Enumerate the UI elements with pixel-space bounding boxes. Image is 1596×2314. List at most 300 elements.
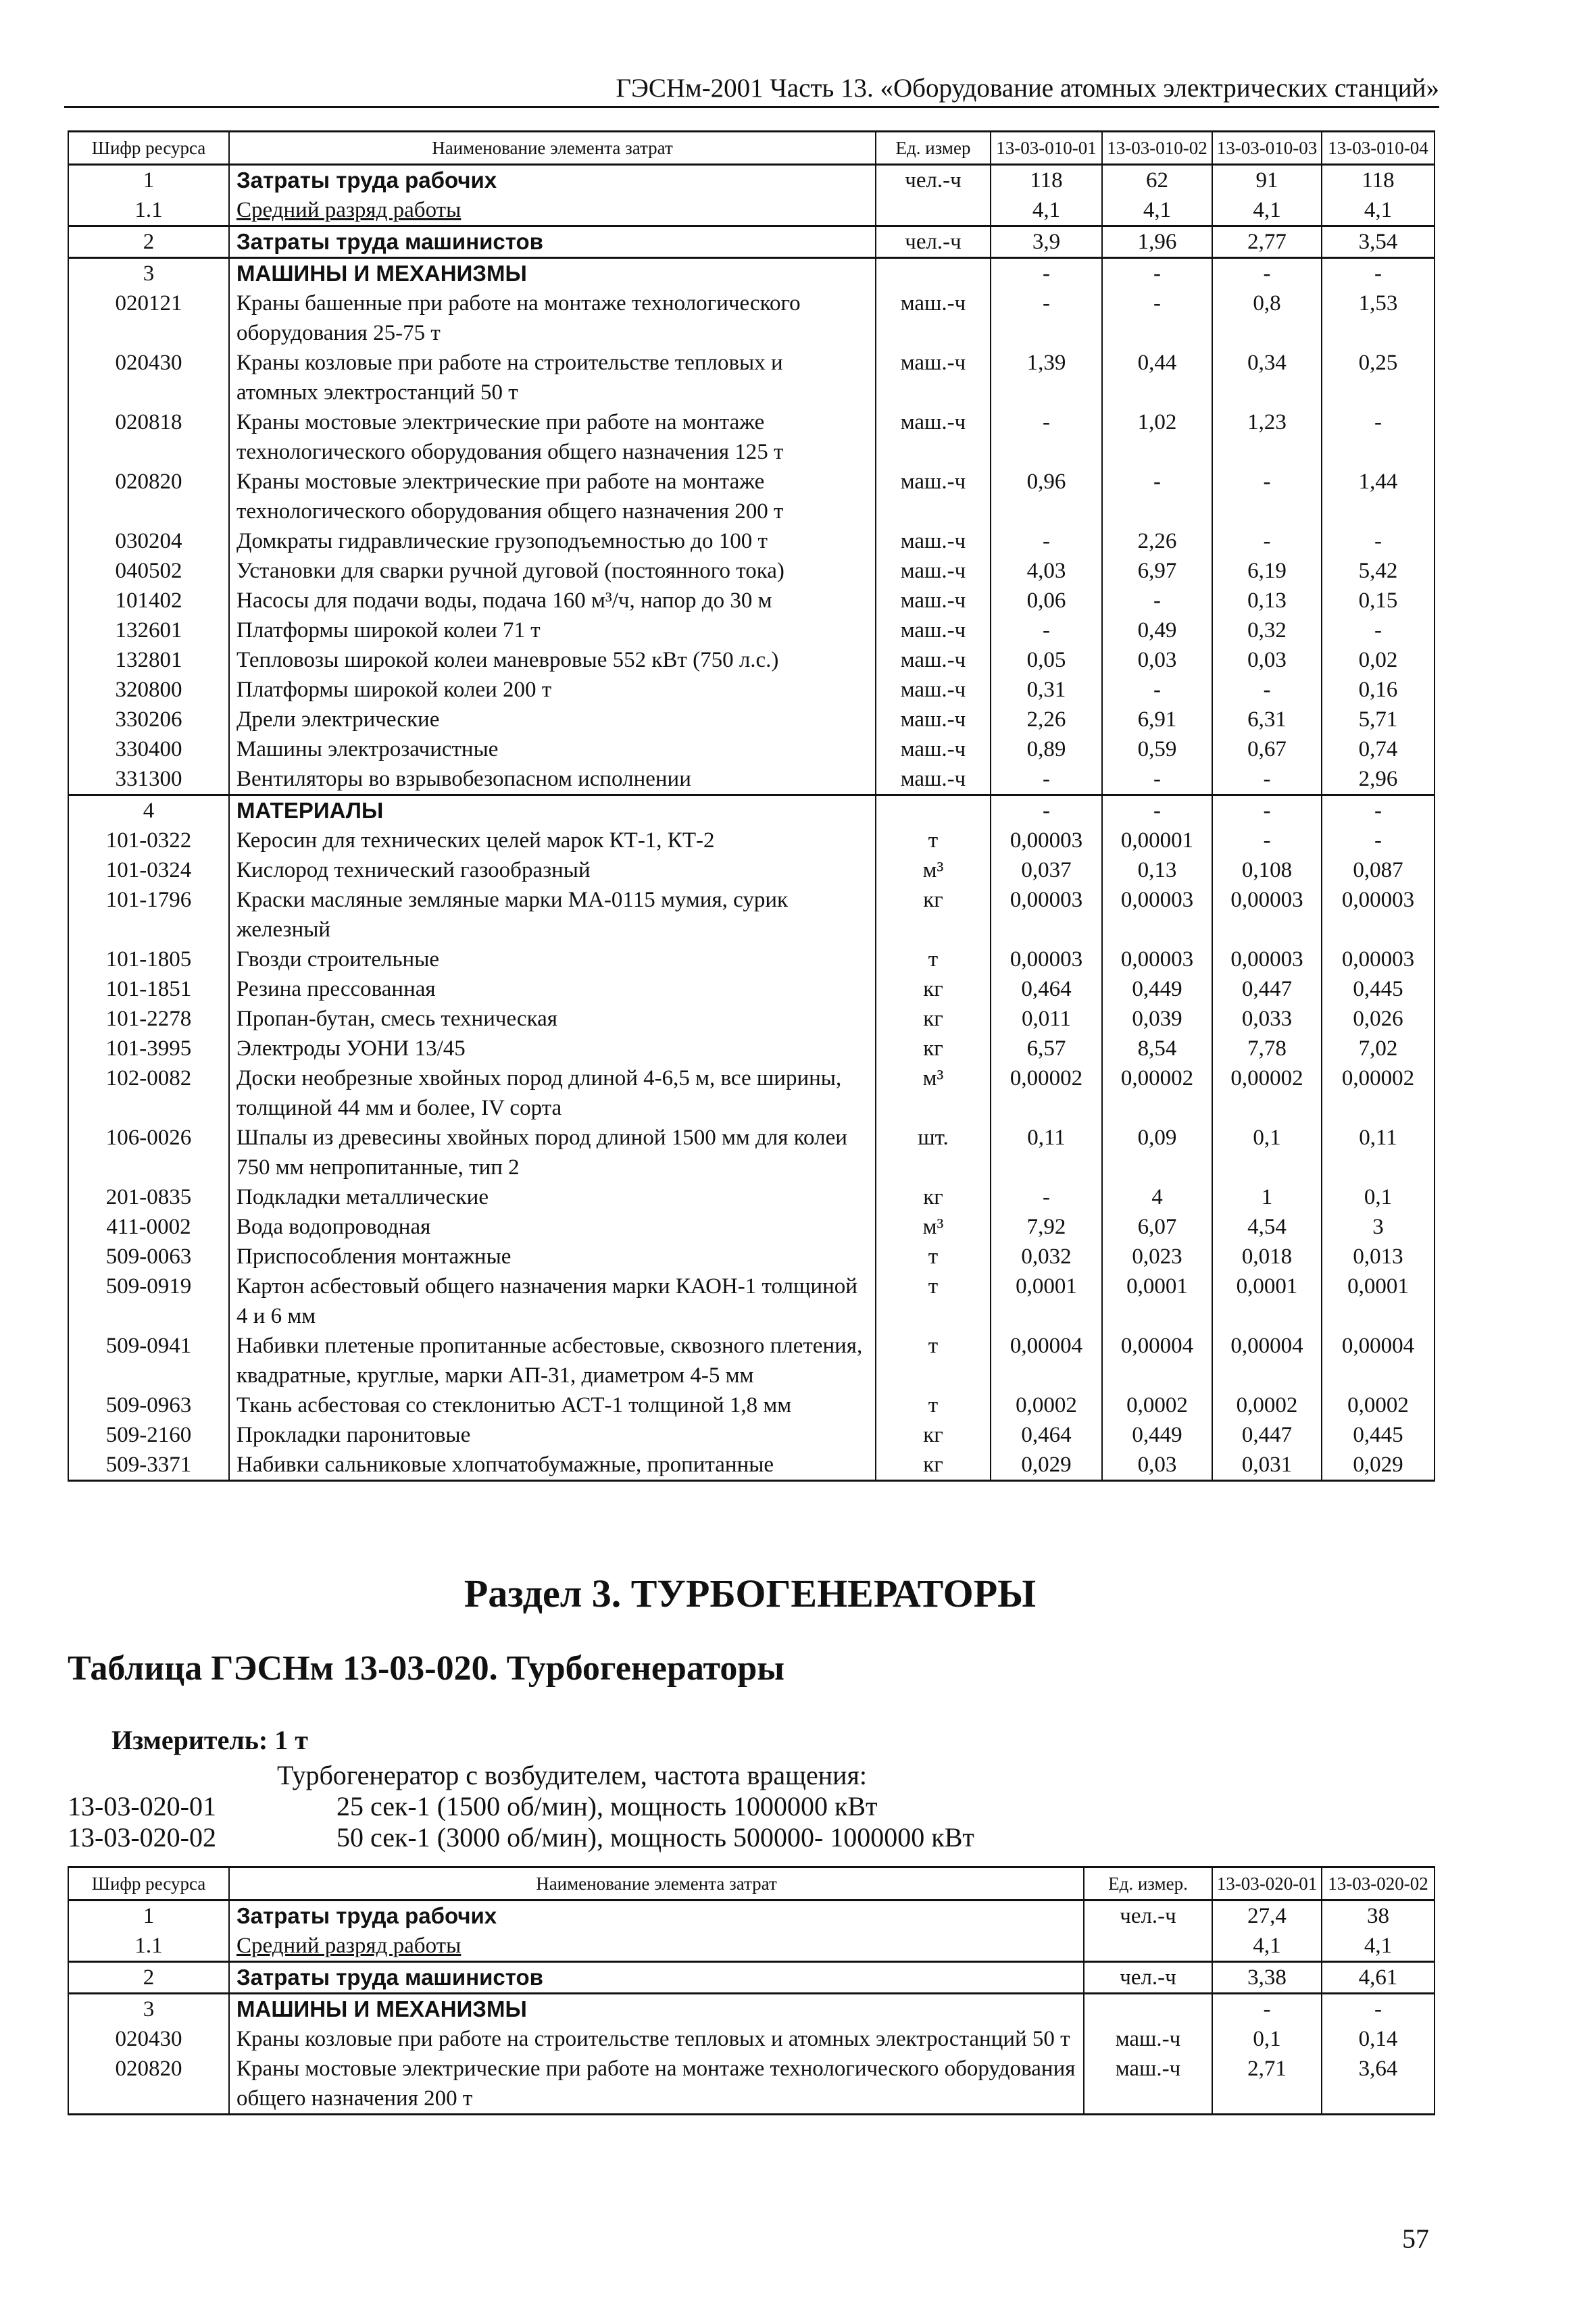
norm-value: -: [991, 764, 1102, 795]
table-row: [68, 1450, 1435, 1481]
unit: [876, 258, 991, 289]
unit: маш.-ч: [876, 288, 991, 348]
cost-item-name: Подкладки металлические: [229, 1182, 876, 1212]
norm-value: 0,49: [1102, 615, 1212, 645]
table-title: Таблица ГЭСНм 13-03-020. Турбогенераторы: [68, 1649, 784, 1688]
norm-value: -: [991, 258, 1102, 289]
norm-value: 0,1: [1322, 1182, 1435, 1212]
cost-item-name: Краны козловые при работе на строительстве тепловых и атомных электростанций 50 т: [229, 348, 876, 407]
norm-value: 0,00004: [1102, 1331, 1212, 1390]
norm-value: 1,53: [1322, 288, 1435, 348]
unit: маш.-ч: [1084, 2024, 1212, 2054]
norm-value: 0,34: [1212, 348, 1322, 407]
norm-value: 0,0002: [1322, 1390, 1435, 1420]
norm-value: 5,71: [1322, 705, 1435, 734]
norm-value: 4,03: [991, 556, 1102, 586]
norm-value: 38: [1322, 1901, 1435, 1932]
norm-value: 118: [1322, 165, 1435, 196]
table-row: [68, 615, 1435, 645]
unit: м³: [876, 855, 991, 885]
resource-code: 020820: [68, 467, 229, 526]
unit: кг: [876, 1450, 991, 1481]
table-row: [68, 795, 1435, 826]
norm-value: -: [1102, 467, 1212, 526]
norm-value: 1,23: [1212, 407, 1322, 467]
cost-item-name: МАШИНЫ И МЕХАНИЗМЫ: [229, 258, 876, 289]
unit: маш.-ч: [876, 467, 991, 526]
resource-code: 509-0941: [68, 1331, 229, 1390]
table-row: [68, 1901, 1435, 1932]
norm-value: -: [1212, 526, 1322, 556]
table-row: [68, 645, 1435, 675]
norm-value: 1,44: [1322, 467, 1435, 526]
meter-label: Измеритель: 1 т: [111, 1725, 308, 1755]
resource-code: 3: [68, 1994, 229, 2025]
unit: кг: [876, 974, 991, 1004]
table-row: [68, 1272, 1435, 1331]
norm-value: 0,16: [1322, 675, 1435, 705]
cost-item-name: Гвозди строительные: [229, 945, 876, 974]
cost-item-name: Приспособления монтажные: [229, 1242, 876, 1272]
table-row: [68, 826, 1435, 855]
column-header: Шифр ресурса: [68, 132, 229, 165]
cost-item-name: Машины электрозачистные: [229, 734, 876, 764]
table-row: [68, 1420, 1435, 1450]
norm-value: 0,06: [991, 586, 1102, 615]
cost-item-name: Домкраты гидравлические грузоподъемностью до 100 т: [229, 526, 876, 556]
norm-value: -: [991, 615, 1102, 645]
norm-value: 0,087: [1322, 855, 1435, 885]
norm-value: -: [1322, 615, 1435, 645]
unit: т: [876, 1331, 991, 1390]
norm-value: 27,4: [1212, 1901, 1322, 1932]
norm-value: 0,00003: [991, 826, 1102, 855]
table-row: [68, 586, 1435, 615]
cost-item-name: Прокладки паронитовые: [229, 1420, 876, 1450]
resource-code: 132601: [68, 615, 229, 645]
unit: кг: [876, 1182, 991, 1212]
norm-value: 4,1: [1212, 1931, 1322, 1962]
unit: т: [876, 1272, 991, 1331]
table-header-row: [68, 1867, 1435, 1901]
column-header: 13-03-010-03: [1212, 132, 1322, 165]
unit: маш.-ч: [876, 556, 991, 586]
norm-value: 3,64: [1322, 2054, 1435, 2115]
resource-code: 330206: [68, 705, 229, 734]
table-row: [68, 467, 1435, 526]
norm-value: 4,1: [1322, 195, 1435, 226]
norm-value: 4,61: [1322, 1962, 1435, 1994]
page-number: 57: [1402, 2223, 1429, 2254]
description-item: [68, 1791, 974, 1822]
norm-value: 3: [1322, 1212, 1435, 1242]
norm-value: 0,00002: [991, 1063, 1102, 1123]
cost-item-name: Шпалы из древесины хвойных пород длиной 1500 мм для колеи 750 мм непропитанные, тип 2: [229, 1123, 876, 1182]
resource-code: 132801: [68, 645, 229, 675]
norm-value: 0,013: [1322, 1242, 1435, 1272]
resource-code: 1.1: [68, 1931, 229, 1962]
cost-item-name: Затраты труда рабочих: [229, 165, 876, 196]
table-row: [68, 1242, 1435, 1272]
norm-value: 0,8: [1212, 288, 1322, 348]
norm-value: 0,108: [1212, 855, 1322, 885]
norm-value: 0,15: [1322, 586, 1435, 615]
cost-item-name: Краны мостовые электрические при работе на монтаже технологического оборудования общего назначения 200 т: [229, 2054, 1084, 2115]
norm-value: 0,029: [991, 1450, 1102, 1481]
norm-value: -: [991, 1182, 1102, 1212]
norm-value: 0,449: [1102, 1420, 1212, 1450]
description-text: 50 сек-1 (3000 об/мин), мощность 500000- 1000000 кВт: [336, 1822, 974, 1853]
resource-code: 020430: [68, 2024, 229, 2054]
norm-value: 0,09: [1102, 1123, 1212, 1182]
norm-value: -: [1102, 795, 1212, 826]
norm-value: 0,0002: [1212, 1390, 1322, 1420]
unit: маш.-ч: [876, 348, 991, 407]
norm-value: -: [1212, 826, 1322, 855]
unit: чел.-ч: [876, 165, 991, 196]
cost-item-name: Затраты труда машинистов: [229, 226, 876, 258]
cost-item-name: Керосин для технических целей марок КТ-1, КТ-2: [229, 826, 876, 855]
norm-value: 0,05: [991, 645, 1102, 675]
resource-table-2: [68, 1866, 1435, 2115]
table-description: [68, 1760, 974, 1853]
unit: маш.-ч: [876, 586, 991, 615]
resource-code: 509-0919: [68, 1272, 229, 1331]
table-row: [68, 885, 1435, 945]
description-code: 13-03-020-01: [68, 1791, 216, 1821]
unit: чел.-ч: [876, 226, 991, 258]
norm-value: 7,78: [1212, 1034, 1322, 1063]
resource-code: 101-2278: [68, 1004, 229, 1034]
norm-value: 4,1: [1322, 1931, 1435, 1962]
norm-value: -: [1322, 1994, 1435, 2025]
unit: маш.-ч: [1084, 2054, 1212, 2115]
norm-value: 2,71: [1212, 2054, 1322, 2115]
unit: т: [876, 1390, 991, 1420]
table-row: [68, 1994, 1435, 2025]
norm-value: 0,00002: [1322, 1063, 1435, 1123]
norm-value: 8,54: [1102, 1034, 1212, 1063]
norm-value: 1,96: [1102, 226, 1212, 258]
resource-code: 2: [68, 226, 229, 258]
norm-value: 0,31: [991, 675, 1102, 705]
unit: маш.-ч: [876, 645, 991, 675]
norm-value: 0,026: [1322, 1004, 1435, 1034]
cost-item-name: Доски необрезные хвойных пород длиной 4-6,5 м, все ширины, толщиной 44 мм и более, IV сорта: [229, 1063, 876, 1123]
cost-item-name: Электроды УОНИ 13/45: [229, 1034, 876, 1063]
norm-value: 6,31: [1212, 705, 1322, 734]
norm-value: 0,00003: [1322, 885, 1435, 945]
norm-value: 0,00001: [1102, 826, 1212, 855]
resource-code: 101-1796: [68, 885, 229, 945]
norm-value: 2,77: [1212, 226, 1322, 258]
unit: маш.-ч: [876, 675, 991, 705]
norm-value: 0,464: [991, 974, 1102, 1004]
resource-code: 3: [68, 258, 229, 289]
resource-code: 509-0063: [68, 1242, 229, 1272]
norm-value: 0,031: [1212, 1450, 1322, 1481]
norm-value: 6,57: [991, 1034, 1102, 1063]
norm-value: 0,464: [991, 1420, 1102, 1450]
cost-item-name: Тепловозы широкой колеи маневровые 552 кВт (750 л.с.): [229, 645, 876, 675]
cost-item-name: Затраты труда рабочих: [229, 1901, 1084, 1932]
resource-code: 020818: [68, 407, 229, 467]
unit: маш.-ч: [876, 407, 991, 467]
norm-value: 0,018: [1212, 1242, 1322, 1272]
norm-value: 0,74: [1322, 734, 1435, 764]
column-header: 13-03-020-02: [1322, 1867, 1435, 1901]
norm-value: 0,037: [991, 855, 1102, 885]
unit: кг: [876, 1004, 991, 1034]
norm-value: 2,26: [1102, 526, 1212, 556]
norm-value: 0,00003: [1212, 945, 1322, 974]
column-header: Наименование элемента затрат: [229, 132, 876, 165]
norm-value: 0,1: [1212, 1123, 1322, 1182]
norm-value: 0,449: [1102, 974, 1212, 1004]
column-header: 13-03-020-01: [1212, 1867, 1322, 1901]
table-row: [68, 195, 1435, 226]
table-row: [68, 348, 1435, 407]
cost-item-name: Резина прессованная: [229, 974, 876, 1004]
table-row: [68, 734, 1435, 764]
unit: [876, 795, 991, 826]
unit: [876, 195, 991, 226]
table-row: [68, 945, 1435, 974]
unit: т: [876, 826, 991, 855]
table-row: [68, 675, 1435, 705]
cost-item-name: Платформы широкой колеи 200 т: [229, 675, 876, 705]
cost-item-name: Краны мостовые электрические при работе на монтаже технологического оборудования общего назначения 200 т: [229, 467, 876, 526]
unit: маш.-ч: [876, 526, 991, 556]
unit: кг: [876, 1420, 991, 1450]
norm-value: -: [1102, 288, 1212, 348]
unit: [1084, 1931, 1212, 1962]
norm-value: -: [1212, 795, 1322, 826]
norm-value: -: [1322, 795, 1435, 826]
resource-code: 020121: [68, 288, 229, 348]
cost-item-name: Краски масляные земляные марки МА-0115 мумия, сурик железный: [229, 885, 876, 945]
norm-value: 0,0001: [1212, 1272, 1322, 1331]
norm-value: 0,59: [1102, 734, 1212, 764]
norm-value: 0,13: [1212, 586, 1322, 615]
resource-code: 030204: [68, 526, 229, 556]
table-row: [68, 1034, 1435, 1063]
norm-value: 7,02: [1322, 1034, 1435, 1063]
section-title: Раздел 3. ТУРБОГЕНЕРАТОРЫ: [464, 1571, 1037, 1615]
norm-value: -: [991, 526, 1102, 556]
table-row: [68, 1962, 1435, 1994]
cost-item-name: Средний разряд работы: [229, 1931, 1084, 1962]
norm-value: 3,9: [991, 226, 1102, 258]
norm-value: 0,039: [1102, 1004, 1212, 1034]
norm-value: 0,25: [1322, 348, 1435, 407]
cost-item-name: Набивки сальниковые хлопчатобумажные, пропитанные: [229, 1450, 876, 1481]
norm-value: -: [1322, 258, 1435, 289]
resource-code: 509-3371: [68, 1450, 229, 1481]
resource-code: 101-0322: [68, 826, 229, 855]
norm-value: 3,54: [1322, 226, 1435, 258]
table-row: [68, 764, 1435, 795]
resource-code: 509-0963: [68, 1390, 229, 1420]
column-header: Ед. измер: [876, 132, 991, 165]
unit: чел.-ч: [1084, 1901, 1212, 1932]
norm-value: 6,97: [1102, 556, 1212, 586]
norm-value: 0,44: [1102, 348, 1212, 407]
resource-code: 2: [68, 1962, 229, 1994]
norm-value: -: [991, 407, 1102, 467]
norm-value: 0,00003: [1322, 945, 1435, 974]
resource-code: 1.1: [68, 195, 229, 226]
norm-value: 3,38: [1212, 1962, 1322, 1994]
norm-value: -: [1212, 467, 1322, 526]
cost-item-name: Установки для сварки ручной дуговой (постоянного тока): [229, 556, 876, 586]
column-header: 13-03-010-02: [1102, 132, 1212, 165]
header-rule: [64, 106, 1439, 108]
unit: кг: [876, 1034, 991, 1063]
norm-value: 0,029: [1322, 1450, 1435, 1481]
norm-value: -: [1212, 675, 1322, 705]
norm-value: 0,011: [991, 1004, 1102, 1034]
norm-value: 1,39: [991, 348, 1102, 407]
table-row: [68, 1182, 1435, 1212]
norm-value: 0,00003: [991, 885, 1102, 945]
unit: шт.: [876, 1123, 991, 1182]
running-header: ГЭСНм-2001 Часть 13. «Оборудование атомных электрических станций»: [616, 74, 1439, 103]
resource-code: 020430: [68, 348, 229, 407]
resource-code: 101-1805: [68, 945, 229, 974]
norm-value: 4,1: [991, 195, 1102, 226]
norm-value: 6,19: [1212, 556, 1322, 586]
unit: маш.-ч: [876, 734, 991, 764]
unit: кг: [876, 885, 991, 945]
norm-value: 4,1: [1212, 195, 1322, 226]
cost-item-name: Вода водопроводная: [229, 1212, 876, 1242]
norm-value: 0,32: [1212, 615, 1322, 645]
norm-value: 0,00004: [1322, 1331, 1435, 1390]
norm-value: 7,92: [991, 1212, 1102, 1242]
norm-value: 62: [1102, 165, 1212, 196]
table-row: [68, 258, 1435, 289]
norm-value: 5,42: [1322, 556, 1435, 586]
table-row: [68, 705, 1435, 734]
norm-value: 0,89: [991, 734, 1102, 764]
resource-code: 320800: [68, 675, 229, 705]
table-row: [68, 1063, 1435, 1123]
table-row: [68, 1212, 1435, 1242]
norm-value: -: [1212, 764, 1322, 795]
norm-value: 0,00003: [1102, 945, 1212, 974]
norm-value: 0,03: [1212, 645, 1322, 675]
cost-item-name: Ткань асбестовая со стеклонитью АСТ-1 толщиной 1,8 мм: [229, 1390, 876, 1420]
norm-value: -: [1102, 675, 1212, 705]
column-header: 13-03-010-04: [1322, 132, 1435, 165]
norm-value: 1: [1212, 1182, 1322, 1212]
norm-value: 4,1: [1102, 195, 1212, 226]
norm-value: 0,96: [991, 467, 1102, 526]
norm-value: -: [1322, 407, 1435, 467]
column-header: Наименование элемента затрат: [229, 1867, 1084, 1901]
norm-value: -: [1322, 526, 1435, 556]
table-row: [68, 288, 1435, 348]
norm-value: 0,11: [1322, 1123, 1435, 1182]
resource-table-1: [68, 130, 1435, 1482]
unit: м³: [876, 1212, 991, 1242]
description-item: [68, 1822, 974, 1853]
description-text: 25 сек-1 (1500 об/мин), мощность 1000000 кВт: [336, 1791, 878, 1821]
cost-item-name: Краны мостовые электрические при работе на монтаже технологического оборудования общего назначения 125 т: [229, 407, 876, 467]
norm-value: 0,02: [1322, 645, 1435, 675]
norm-value: -: [1212, 1994, 1322, 2025]
resource-code: 1: [68, 1901, 229, 1932]
column-header: 13-03-010-01: [991, 132, 1102, 165]
norm-value: 0,1: [1212, 2024, 1322, 2054]
norm-value: 0,00002: [1212, 1063, 1322, 1123]
norm-value: 118: [991, 165, 1102, 196]
norm-value: 0,445: [1322, 974, 1435, 1004]
unit: [1084, 1994, 1212, 2025]
unit: маш.-ч: [876, 764, 991, 795]
norm-value: -: [991, 288, 1102, 348]
table-row: [68, 974, 1435, 1004]
resource-code: 020820: [68, 2054, 229, 2115]
unit: т: [876, 1242, 991, 1272]
norm-value: 0,03: [1102, 645, 1212, 675]
table-row: [68, 165, 1435, 196]
cost-item-name: Вентиляторы во взрывобезопасном исполнении: [229, 764, 876, 795]
column-header: Ед. измер.: [1084, 1867, 1212, 1901]
table-row: [68, 855, 1435, 885]
description-intro: Турбогенератор с возбудителем, частота вращения:: [277, 1760, 868, 1790]
norm-value: 6,91: [1102, 705, 1212, 734]
table-row: [68, 2024, 1435, 2054]
table-row: [68, 1331, 1435, 1390]
cost-item-name: Дрели электрические: [229, 705, 876, 734]
cost-item-name: Средний разряд работы: [229, 195, 876, 226]
unit: т: [876, 945, 991, 974]
cost-item-name: Набивки плетеные пропитанные асбестовые, сквозного плетения, квадратные, круглые, марки АП-31, диаметром 4-5 мм: [229, 1331, 876, 1390]
norm-value: -: [991, 795, 1102, 826]
norm-value: 0,032: [991, 1242, 1102, 1272]
norm-value: 4: [1102, 1182, 1212, 1212]
cost-item-name: Картон асбестовый общего назначения марки КАОН-1 толщиной 4 и 6 мм: [229, 1272, 876, 1331]
norm-value: 0,0002: [991, 1390, 1102, 1420]
norm-value: 91: [1212, 165, 1322, 196]
norm-value: -: [1102, 764, 1212, 795]
resource-code: 040502: [68, 556, 229, 586]
resource-code: 4: [68, 795, 229, 826]
table-row: [68, 226, 1435, 258]
norm-value: -: [1102, 258, 1212, 289]
cost-item-name: МАШИНЫ И МЕХАНИЗМЫ: [229, 1994, 1084, 2025]
norm-value: 0,00002: [1102, 1063, 1212, 1123]
norm-value: 0,14: [1322, 2024, 1435, 2054]
table-row: [68, 2054, 1435, 2115]
cost-item-name: Насосы для подачи воды, подача 160 м³/ч, напор до 30 м: [229, 586, 876, 615]
norm-value: 0,67: [1212, 734, 1322, 764]
resource-code: 102-0082: [68, 1063, 229, 1123]
norm-value: 0,13: [1102, 855, 1212, 885]
norm-value: 0,0001: [1102, 1272, 1212, 1331]
norm-value: -: [1212, 258, 1322, 289]
norm-value: 1,02: [1102, 407, 1212, 467]
norm-value: 0,00004: [991, 1331, 1102, 1390]
cost-item-name: Платформы широкой колеи 71 т: [229, 615, 876, 645]
cost-item-name: Краны башенные при работе на монтаже технологического оборудования 25-75 т: [229, 288, 876, 348]
column-header: Шифр ресурса: [68, 1867, 229, 1901]
norm-value: 0,00003: [991, 945, 1102, 974]
table-row: [68, 1123, 1435, 1182]
unit: маш.-ч: [876, 615, 991, 645]
